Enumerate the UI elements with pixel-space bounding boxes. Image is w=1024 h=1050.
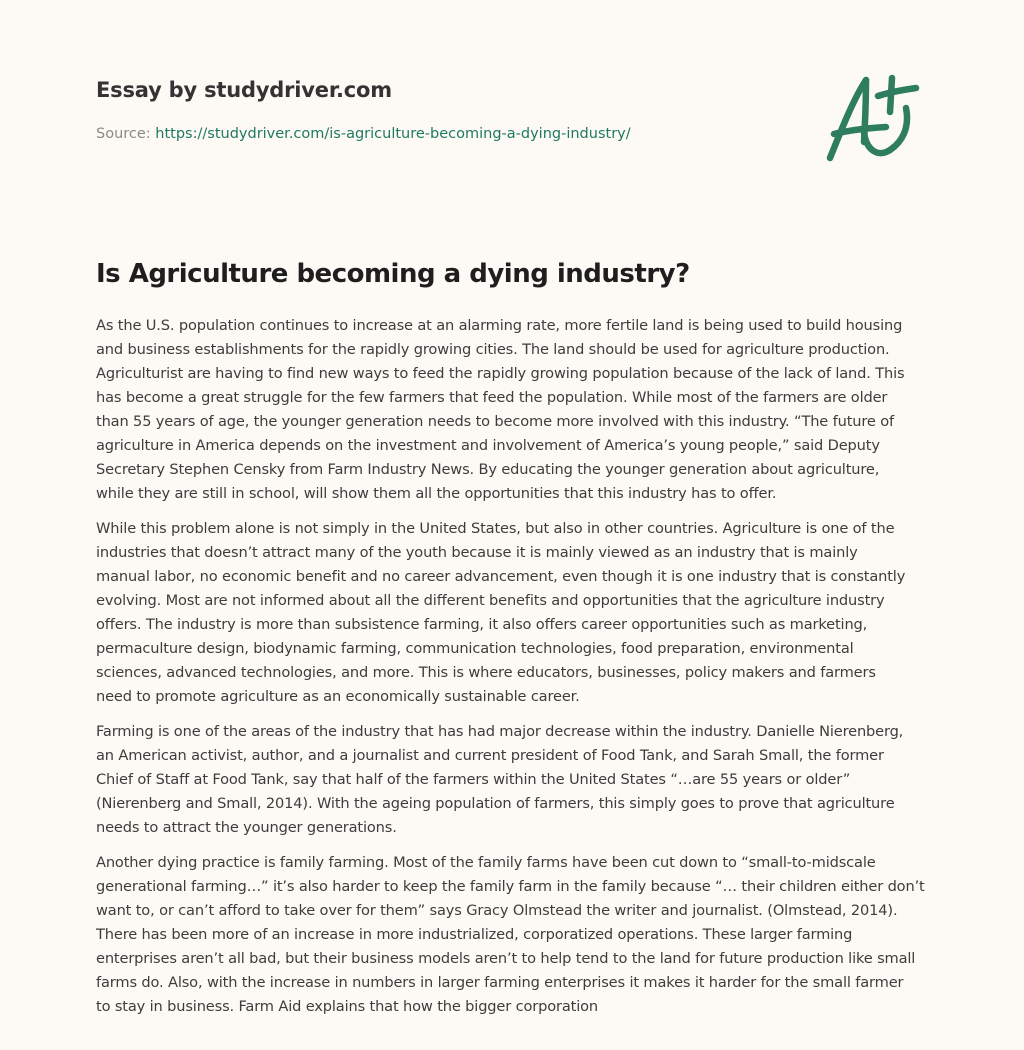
text-line: evolving. Most are not informed about all the different benefits and opportunities that the agriculture industry <box>96 592 885 609</box>
paragraph-2 <box>96 517 931 709</box>
source-line <box>96 124 796 144</box>
text-line: There has been more of an increase in more industrialized, corporatized operations. These larger farming <box>96 926 853 943</box>
text-line: and business establishments for the rapidly growing cities. The land should be used for agriculture production. <box>96 341 890 358</box>
source-link[interactable]: https://studydriver.com/is-agriculture-becoming-a-dying-industry/ <box>155 126 631 142</box>
text-line: permaculture design, biodynamic farming, communication technologies, food preparation, environmental <box>96 640 854 657</box>
source-label: Source: <box>96 126 156 142</box>
text-line: to stay in business. Farm Aid explains that how the bigger corporation <box>96 998 598 1015</box>
page-header <box>96 76 796 144</box>
essay-title: Is Agriculture becoming a dying industry? <box>96 259 690 289</box>
paragraph-1 <box>96 314 931 506</box>
text-line: (Nierenberg and Small, 2014). With the ageing population of farmers, this simply goes to prove that agriculture <box>96 795 895 812</box>
text-line: industries that doesn’t attract many of the youth because it is mainly viewed as an industry that is mainly <box>96 544 858 561</box>
paragraph-4 <box>96 851 931 1019</box>
text-line: while they are still in school, will show them all the opportunities that this industry has to offer. <box>96 485 777 502</box>
text-line: has become a great struggle for the few farmers that feed the population. While most of the farmers are older <box>96 389 888 406</box>
text-line: want to, or can’t afford to take over for them” says Gracy Olmstead the writer and journalist. (Olmstead, 2014). <box>96 902 898 919</box>
essay-body <box>96 314 931 1030</box>
paragraph-3 <box>96 720 931 840</box>
text-line: Agriculturist are having to find new ways to feed the rapidly growing population because of the lack of land. This <box>96 365 905 382</box>
text-line: needs to attract the younger generations. <box>96 819 397 836</box>
text-line: While this problem alone is not simply in the United States, but also in other countries. Agriculture is one of the <box>96 520 895 537</box>
text-line: As the U.S. population continues to increase at an alarming rate, more fertile land is being used to build housing <box>96 317 903 334</box>
text-line: sciences, advanced technologies, and more. This is where educators, businesses, policy makers and farmers <box>96 664 876 681</box>
text-line: generational farming…” it’s also harder to keep the family farm in the family because “… their children either don’t <box>96 878 925 895</box>
text-line: agriculture in America depends on the investment and involvement of America’s young people,” said Deputy <box>96 437 880 454</box>
text-line: need to promote agriculture as an economically sustainable career. <box>96 688 580 705</box>
text-line: manual labor, no economic benefit and no career advancement, even though it is one industry that is constantly <box>96 568 906 585</box>
text-line: Another dying practice is family farming. Most of the family farms have been cut down to “small-to-midscale <box>96 854 876 871</box>
text-line: Chief of Staff at Food Tank, say that half of the farmers within the United States “…are 55 years or older” <box>96 771 851 788</box>
text-line: enterprises aren’t all bad, but their business models aren’t to help tend to the land for future production like small <box>96 950 916 967</box>
text-line: Secretary Stephen Censky from Farm Industry News. By educating the younger generation about agriculture, <box>96 461 880 478</box>
a-plus-grade-icon <box>820 66 930 166</box>
text-line: farms do. Also, with the increase in numbers in larger farming enterprises it makes it harder for the small farmer <box>96 974 904 991</box>
text-line: than 55 years of age, the younger generation needs to become more involved with this industry. “The future of <box>96 413 894 430</box>
text-line: an American activist, author, and a journalist and current president of Food Tank, and Sarah Small, the former <box>96 747 884 764</box>
brand-title: Essay by studydriver.com <box>96 78 392 102</box>
text-line: Farming is one of the areas of the industry that has had major decrease within the industry. Danielle Nierenberg, <box>96 723 904 740</box>
text-line: offers. The industry is more than subsistence farming, it also offers career opportunities such as marketing, <box>96 616 868 633</box>
